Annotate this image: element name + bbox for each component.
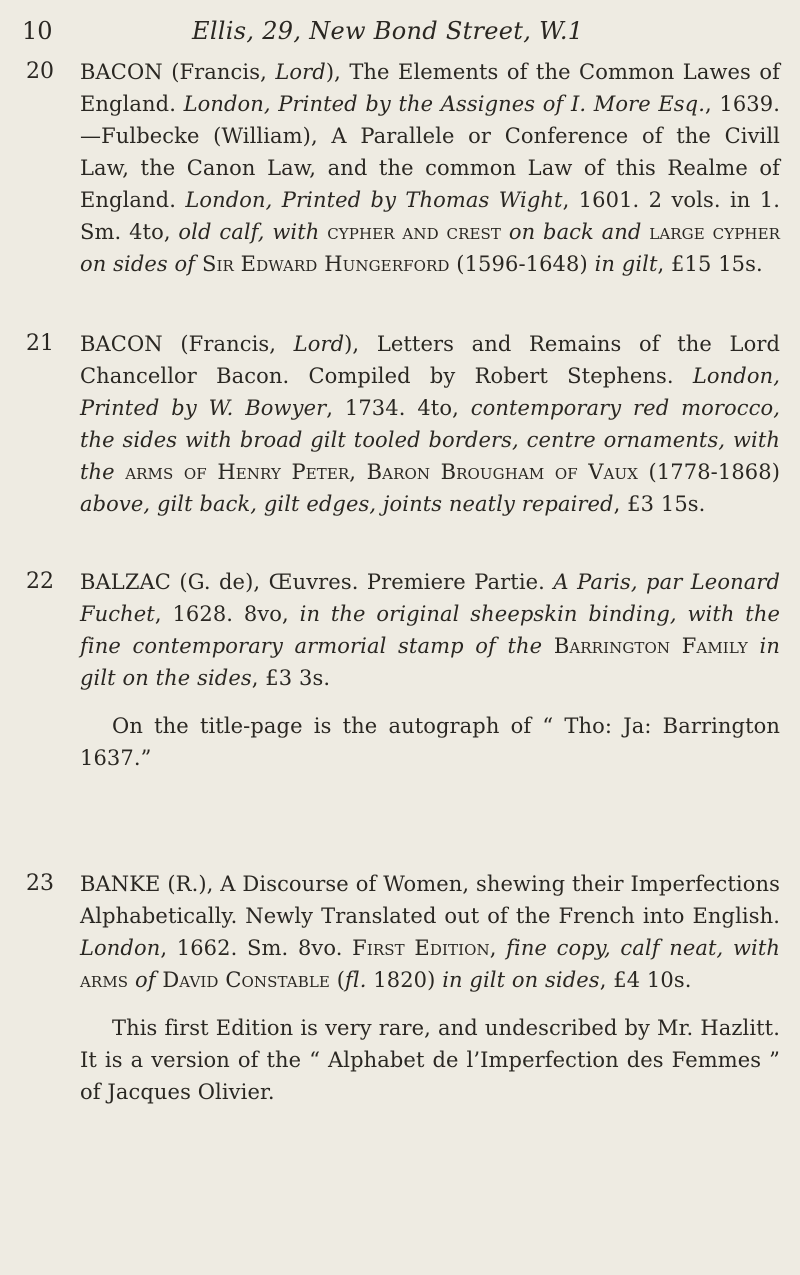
entry-description [80, 56, 780, 280]
text-run: , 1601. 2 vols. in 1. Sm. 4to, [80, 188, 780, 244]
small-caps-text: arms [80, 968, 129, 992]
italic-text: in gilt [594, 252, 658, 276]
lot-number: 23 [26, 871, 54, 896]
italic-text: in the original sheepskin binding, with the fine contemporary armorial stamp of the [80, 602, 780, 658]
text-run: , £3 3s. [251, 666, 331, 690]
small-caps-text: David Constable [162, 968, 330, 992]
text-run: BACON (Francis, [80, 60, 276, 84]
page-number: 10 [22, 17, 53, 45]
text-run: (1596-1648) [449, 252, 595, 276]
text-run: ( [329, 968, 346, 992]
small-caps-text: large cypher [649, 220, 781, 244]
italic-text: London, Printed by Thomas Wight [185, 188, 563, 212]
entry-text [80, 566, 780, 774]
entry-description [80, 328, 780, 520]
entry-text [80, 56, 780, 280]
entry-note: On the title-page is the autograph of “ Tho: Ja: Barrington 1637.” [80, 714, 780, 770]
entry-description [80, 868, 780, 996]
italic-text: above, gilt back, gilt edges, joints neatly repaired [80, 492, 614, 516]
running-head: Ellis, 29, New Bond Street, W.1 [192, 17, 584, 45]
entry-description [80, 566, 780, 694]
text-run: 1820) [366, 968, 443, 992]
italic-text: in gilt on sides [442, 968, 600, 992]
text-run: , 1639.—Fulbecke (William), A Parallele or Conference of the Civill Law, the Canon Law, and the common Law of this Realme of England. [80, 92, 781, 212]
page-header [20, 14, 780, 48]
text-run: , £3 15s. [613, 492, 706, 516]
text-run: , £4 10s. [599, 968, 692, 992]
italic-text: on back and [501, 220, 650, 244]
italic-text: fine copy, calf neat, with [506, 936, 781, 960]
text-run: , 1734. 4to, [326, 396, 471, 420]
italic-text: in gilt on the sides [80, 634, 780, 690]
text-run: , 1662. Sm. 8vo. [160, 936, 353, 960]
lot-number: 20 [26, 59, 54, 84]
italic-text: Lord [275, 60, 326, 84]
text-run: , 1628. 8vo, [154, 602, 300, 626]
small-caps-text: First Edition [352, 936, 490, 960]
text-run: , £15 15s. [657, 252, 763, 276]
small-caps-text: arms of Henry Peter, Baron Brougham of Vaux [125, 460, 639, 484]
entry-text [80, 328, 780, 520]
lot-number: 22 [26, 569, 54, 594]
entry-note: This first Edition is very rare, and undescribed by Mr. Hazlitt. It is a version of the “ Alphabet de l’Imperfection des Femmes ” of Jacques Olivier. [80, 1016, 780, 1104]
italic-text: of [128, 968, 163, 992]
italic-text: old calf, with [178, 220, 328, 244]
italic-text: contemporary red morocco, the sides with broad gilt tooled borders, centre ornaments, with the [80, 396, 780, 484]
entry-text [80, 868, 780, 1108]
text-run: BANKE (R.), A Discourse of Women, shewing their Imperfections Alphabetically. Newly Translated out of the French into English. [80, 872, 780, 928]
text-run: (1778-1868) [638, 460, 781, 484]
text-run: ), Letters and Remains of the Lord Chancellor Bacon. Compiled by Robert Stephens. [80, 332, 781, 388]
text-run: , [489, 936, 507, 960]
small-caps-text: Sir Edward Hungerford [201, 252, 450, 276]
italic-text: London [80, 936, 161, 960]
italic-text: London, Printed by the Assignes of I. More Esq. [183, 92, 705, 116]
italic-text: on sides of [80, 252, 202, 276]
small-caps-text: cypher and crest [327, 220, 502, 244]
italic-text: London, Printed by W. Bowyer [80, 364, 780, 420]
text-run: ), The Elements of the Common Lawes of England. [80, 60, 780, 116]
small-caps-text: Barrington Family [553, 634, 748, 658]
italic-text: Lord [293, 332, 345, 356]
italic-text: A Paris, par Leonard Fuchet [80, 570, 780, 626]
italic-text: fl. [345, 968, 367, 992]
text-run: BACON (Francis, [80, 332, 294, 356]
lot-number: 21 [26, 331, 54, 356]
text-run: BALZAC (G. de), Œuvres. Premiere Partie. [80, 570, 554, 594]
